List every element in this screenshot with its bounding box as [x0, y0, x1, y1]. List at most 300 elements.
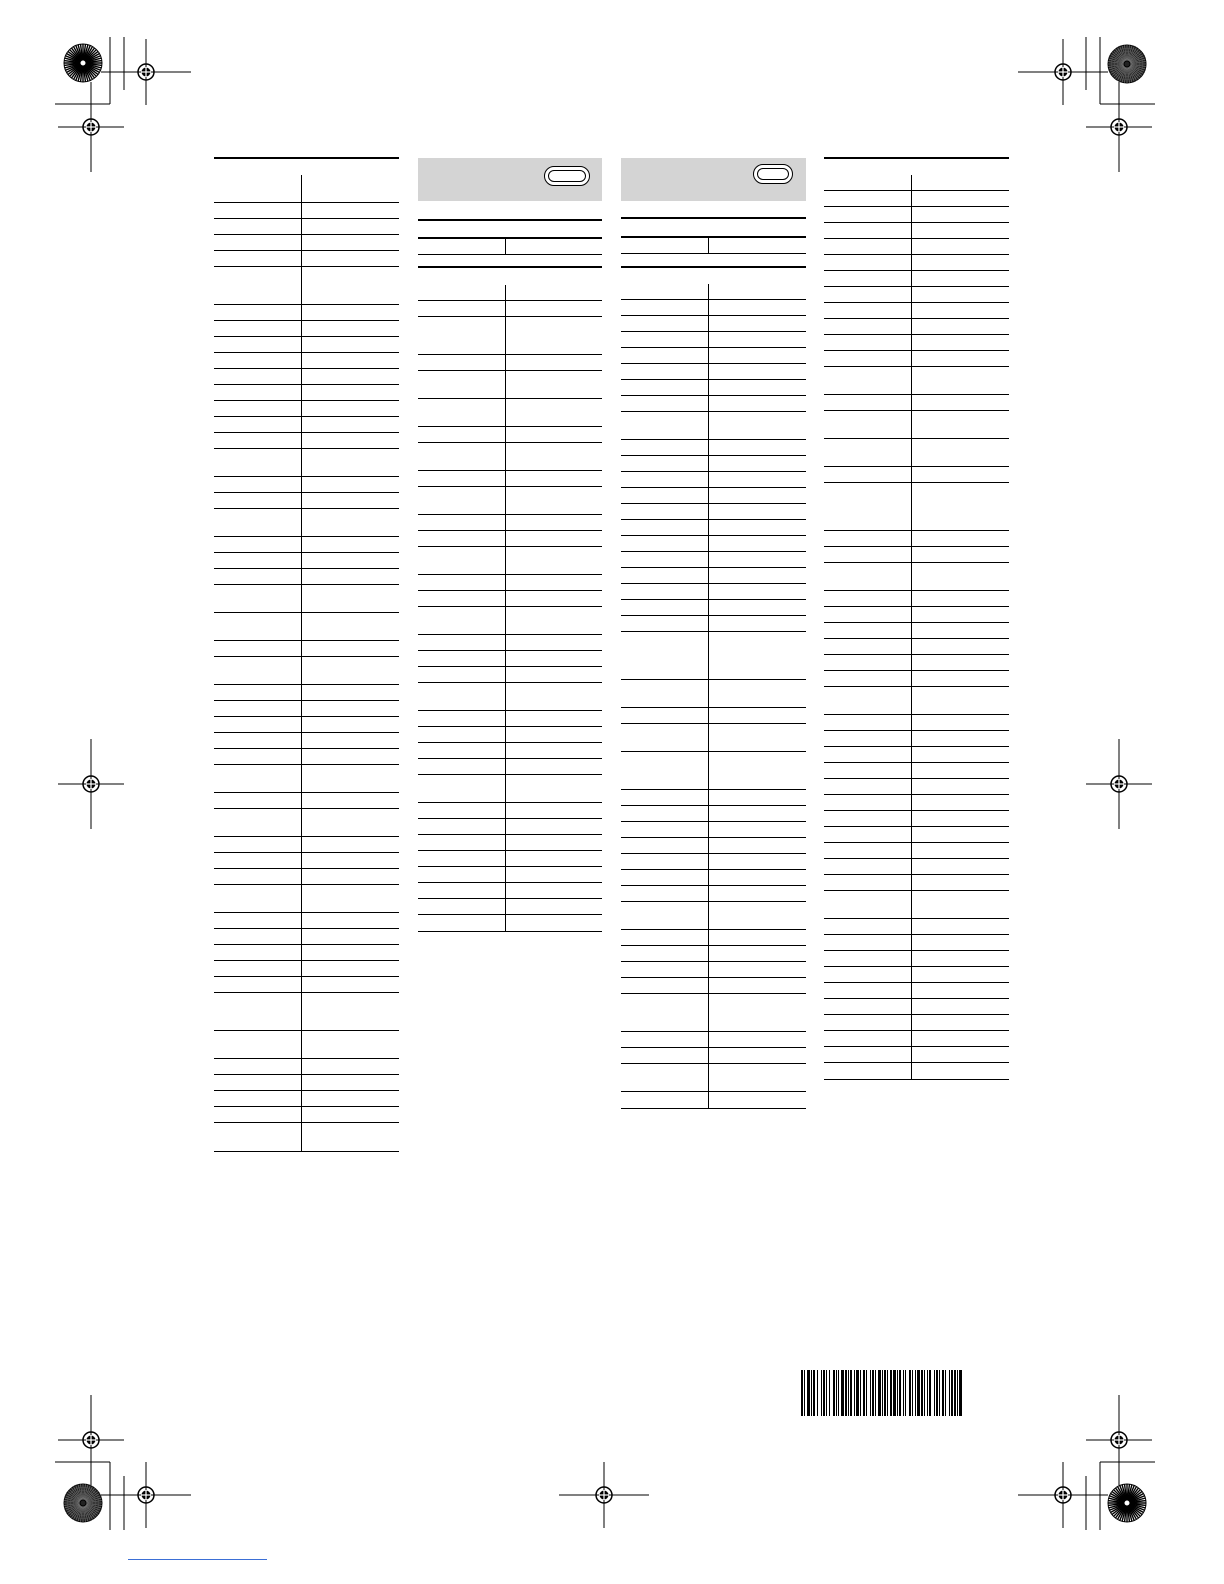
table-row [214, 885, 399, 913]
column-divider [505, 371, 506, 398]
table-row [621, 380, 806, 396]
table-row [824, 191, 1009, 207]
column-divider [301, 251, 302, 266]
column-divider [505, 301, 506, 316]
table-row [824, 1031, 1009, 1047]
column-divider [708, 348, 709, 363]
column-divider [301, 449, 302, 476]
column-divider [505, 803, 506, 818]
table-row [214, 267, 399, 305]
table-row [214, 251, 399, 267]
table-row [824, 319, 1009, 335]
table-row [418, 915, 602, 931]
column-divider [301, 569, 302, 584]
column-divider [911, 843, 912, 858]
column-divider [708, 380, 709, 395]
column-2-table [418, 285, 602, 932]
table-row [824, 223, 1009, 239]
column-divider [708, 364, 709, 379]
table-row [214, 337, 399, 353]
table-row [621, 504, 806, 520]
column-divider [301, 809, 302, 836]
table-row [824, 827, 1009, 843]
starburst-center [80, 1500, 86, 1506]
column-divider [301, 993, 302, 1030]
column-divider [911, 671, 912, 686]
table-row [824, 271, 1009, 287]
table-row [621, 806, 806, 822]
column-divider [301, 945, 302, 960]
table-row [824, 843, 1009, 859]
column-divider [301, 853, 302, 868]
table-row [214, 449, 399, 477]
column-divider [301, 1091, 302, 1106]
table-row [214, 1075, 399, 1091]
table-row [824, 239, 1009, 255]
table-row [418, 443, 602, 471]
column-divider [301, 337, 302, 352]
column-divider [911, 875, 912, 890]
column-divider [505, 471, 506, 486]
table-row [621, 472, 806, 488]
column-divider [708, 536, 709, 551]
column-1-table [214, 175, 399, 1152]
table-row [214, 765, 399, 793]
column-divider [301, 685, 302, 700]
column-divider [708, 724, 709, 751]
table-row [214, 509, 399, 537]
column-divider [708, 456, 709, 471]
table-row [824, 967, 1009, 983]
column-divider [505, 635, 506, 650]
table-row [824, 563, 1009, 591]
table-row [824, 811, 1009, 827]
table-row [621, 396, 806, 412]
table-row [621, 300, 806, 316]
table-row [418, 515, 602, 531]
column-divider [708, 854, 709, 869]
column-divider [301, 553, 302, 568]
table-row [621, 752, 806, 790]
column-divider [708, 930, 709, 945]
column-divider [911, 271, 912, 286]
column-divider [301, 1031, 302, 1058]
column-divider [301, 385, 302, 400]
table-row [824, 351, 1009, 367]
column-divider [708, 584, 709, 599]
column-divider [911, 655, 912, 670]
table-row [418, 547, 602, 575]
table-row [824, 1015, 1009, 1031]
column-divider [911, 827, 912, 842]
table-row [824, 875, 1009, 891]
table-row [418, 683, 602, 711]
table-row [621, 348, 806, 364]
table-row [418, 775, 602, 803]
table-row [824, 175, 1009, 191]
column-divider [911, 287, 912, 302]
column-divider [708, 994, 709, 1031]
column-divider [911, 411, 912, 438]
table-row [824, 303, 1009, 319]
table-row [214, 929, 399, 945]
column-divider [708, 600, 709, 615]
table-row [824, 483, 1009, 531]
column-divider [505, 883, 506, 898]
table-row [824, 891, 1009, 919]
column-divider [911, 303, 912, 318]
column-divider [911, 1047, 912, 1062]
column-divider [911, 255, 912, 270]
column-divider [301, 885, 302, 912]
column-divider [911, 191, 912, 206]
column-divider [301, 433, 302, 448]
table-row [214, 493, 399, 509]
column-divider [911, 951, 912, 966]
column-divider [911, 1063, 912, 1079]
table-row [621, 364, 806, 380]
column-divider [911, 967, 912, 982]
table-row [621, 724, 806, 752]
table-row [214, 553, 399, 569]
table-row [214, 321, 399, 337]
table-row [418, 427, 602, 443]
table-row [621, 994, 806, 1032]
table-row [418, 285, 602, 301]
column-divider [911, 335, 912, 350]
column-divider [911, 351, 912, 366]
column-divider [505, 591, 506, 606]
column-divider [708, 472, 709, 487]
table-row [824, 531, 1009, 547]
column-divider [911, 687, 912, 714]
table-row [418, 399, 602, 427]
column-4-top-rule [824, 157, 1009, 159]
column-divider [301, 837, 302, 852]
table-row [621, 568, 806, 584]
column-divider [505, 515, 506, 530]
column-divider [301, 1123, 302, 1151]
column-divider [708, 946, 709, 961]
column-divider [301, 765, 302, 792]
table-row [214, 913, 399, 929]
column-divider [911, 811, 912, 826]
column-divider [708, 284, 709, 299]
column-divider [505, 743, 506, 758]
starburst-center [1124, 61, 1130, 67]
column-divider [911, 395, 912, 410]
table-row [418, 575, 602, 591]
column-divider [911, 891, 912, 918]
table-row [418, 727, 602, 743]
column-divider [301, 417, 302, 432]
table-row [621, 616, 806, 632]
column-divider [505, 867, 506, 882]
table-row [418, 371, 602, 399]
table-row [824, 671, 1009, 687]
table-row [824, 207, 1009, 223]
table-row [824, 335, 1009, 351]
table-row [418, 743, 602, 759]
table-row [214, 219, 399, 235]
table-row [214, 477, 399, 493]
column-divider [505, 683, 506, 710]
column-divider [301, 913, 302, 928]
column-divider [505, 531, 506, 546]
column-divider [505, 487, 506, 514]
table-row [418, 607, 602, 635]
column-divider [301, 585, 302, 612]
table-row [418, 487, 602, 515]
table-row [214, 569, 399, 585]
column-divider [301, 657, 302, 684]
table-row [214, 613, 399, 641]
table-row [214, 369, 399, 385]
table-row [824, 607, 1009, 623]
table-row [621, 412, 806, 440]
column-divider [911, 175, 912, 190]
column-divider [911, 531, 912, 546]
column-divider [505, 835, 506, 850]
table-row [824, 747, 1009, 763]
table-row [418, 867, 602, 883]
column-divider [911, 983, 912, 998]
column-divider [708, 300, 709, 315]
column-divider [708, 1092, 709, 1108]
table-row [418, 531, 602, 547]
table-row [214, 717, 399, 733]
column-divider [505, 819, 506, 834]
column-divider [708, 520, 709, 535]
column-1-top-rule [214, 157, 399, 159]
table-row [418, 301, 602, 317]
table-row [824, 951, 1009, 967]
column-divider [505, 727, 506, 742]
table-row [824, 467, 1009, 483]
table-row [418, 471, 602, 487]
column-divider [505, 775, 506, 802]
table-row [824, 395, 1009, 411]
button-oval-icon [753, 164, 793, 184]
table-row [621, 284, 806, 300]
table-row [214, 993, 399, 1031]
table-row [621, 1064, 806, 1092]
column-divider [911, 623, 912, 638]
table-row [621, 680, 806, 708]
column-divider [505, 899, 506, 914]
table-row [418, 651, 602, 667]
table-row [824, 255, 1009, 271]
column-divider [505, 915, 506, 931]
table-row [621, 902, 806, 930]
table-row [824, 731, 1009, 747]
column-divider [301, 977, 302, 992]
column-divider [911, 239, 912, 254]
column-divider [301, 235, 302, 250]
column-divider [301, 749, 302, 764]
column-divider [505, 759, 506, 774]
column-divider [708, 790, 709, 805]
table-row [214, 305, 399, 321]
table-row [214, 385, 399, 401]
column-divider [708, 708, 709, 723]
column-3-subheader [621, 217, 806, 267]
column-divider [708, 902, 709, 929]
table-row [621, 632, 806, 680]
column-divider [708, 568, 709, 583]
table-row [824, 591, 1009, 607]
starburst-center [80, 60, 86, 66]
table-row [621, 536, 806, 552]
table-row [214, 585, 399, 613]
column-divider [301, 1059, 302, 1074]
table-row [824, 763, 1009, 779]
table-row [418, 667, 602, 683]
table-row [418, 883, 602, 899]
column-divider [708, 886, 709, 901]
table-row [214, 809, 399, 837]
column-divider [911, 223, 912, 238]
column-divider [708, 616, 709, 631]
table-row [418, 635, 602, 651]
column-divider [708, 962, 709, 977]
column-divider [505, 355, 506, 370]
table-row [418, 591, 602, 607]
table-row [621, 930, 806, 946]
table-row [621, 962, 806, 978]
table-row [214, 837, 399, 853]
table-row [214, 869, 399, 885]
column-divider [301, 641, 302, 656]
table-row [824, 983, 1009, 999]
table-row [214, 1031, 399, 1059]
barcode [801, 1370, 964, 1416]
table-row [621, 520, 806, 536]
table-row [621, 1032, 806, 1048]
starburst-center [1124, 1500, 1130, 1506]
column-divider [708, 838, 709, 853]
table-row [824, 287, 1009, 303]
column-divider [301, 1075, 302, 1090]
table-row [824, 639, 1009, 655]
table-row [621, 316, 806, 332]
table-row [214, 961, 399, 977]
column-divider [708, 332, 709, 347]
table-row [824, 999, 1009, 1015]
table-row [621, 552, 806, 568]
table-row [824, 859, 1009, 875]
table-row [824, 1063, 1009, 1079]
table-row [621, 822, 806, 838]
column-divider [911, 591, 912, 606]
column-divider [301, 321, 302, 336]
column-divider [301, 701, 302, 716]
table-row [214, 433, 399, 449]
table-row [621, 946, 806, 962]
table-row [214, 203, 399, 219]
column-divider [708, 752, 709, 789]
column-divider [911, 1015, 912, 1030]
column-2-header-box [418, 158, 602, 201]
table-row [621, 600, 806, 616]
column-divider [911, 1031, 912, 1046]
column-divider [505, 427, 506, 442]
table-row [418, 803, 602, 819]
barcode-space [962, 1370, 964, 1416]
column-divider [708, 396, 709, 411]
button-oval-icon [544, 166, 590, 186]
table-row [621, 584, 806, 600]
table-row [621, 838, 806, 854]
table-row [214, 1091, 399, 1107]
column-3-table [621, 284, 806, 1109]
table-row [824, 439, 1009, 467]
column-divider [301, 477, 302, 492]
column-divider [708, 488, 709, 503]
column-divider [301, 613, 302, 640]
table-row [621, 440, 806, 456]
column-divider [708, 1048, 709, 1063]
table-row [214, 537, 399, 553]
column-divider [911, 483, 912, 530]
column-divider [301, 401, 302, 416]
table-row [214, 1059, 399, 1075]
table-row [824, 715, 1009, 731]
table-row [824, 623, 1009, 639]
column-divider [708, 680, 709, 707]
table-row [418, 711, 602, 727]
column-2-subheader [418, 219, 602, 267]
column-divider [911, 563, 912, 590]
table-row [824, 367, 1009, 395]
column-divider [708, 1032, 709, 1047]
column-divider [708, 412, 709, 439]
column-divider [708, 806, 709, 821]
column-4-table [824, 175, 1009, 1080]
table-row [214, 685, 399, 701]
column-divider [708, 822, 709, 837]
column-divider [301, 869, 302, 884]
table-row [418, 317, 602, 355]
column-divider [911, 607, 912, 622]
column-3-header-box [621, 158, 806, 201]
table-row [214, 353, 399, 369]
table-row [824, 687, 1009, 715]
column-divider [708, 440, 709, 455]
table-row [214, 977, 399, 993]
table-row [824, 779, 1009, 795]
column-divider [301, 537, 302, 552]
column-divider [301, 353, 302, 368]
column-divider [911, 779, 912, 794]
column-divider [911, 547, 912, 562]
column-divider [301, 175, 302, 202]
table-row [214, 853, 399, 869]
column-divider [505, 443, 506, 470]
table-row [214, 1107, 399, 1123]
column-divider [708, 504, 709, 519]
column-divider [301, 203, 302, 218]
table-row [824, 919, 1009, 935]
table-row [621, 1092, 806, 1108]
link-underline [128, 1559, 267, 1560]
table-row [214, 175, 399, 203]
column-divider [708, 870, 709, 885]
column-divider [505, 547, 506, 574]
table-row [214, 657, 399, 685]
table-row [824, 655, 1009, 671]
column-divider [505, 711, 506, 726]
